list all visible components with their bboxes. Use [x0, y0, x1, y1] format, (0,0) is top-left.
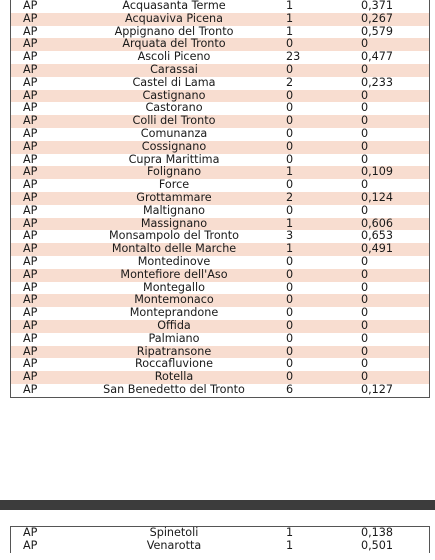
- table-row: [11, 166, 429, 179]
- rate-cell: 0: [361, 179, 369, 192]
- table-row: [11, 218, 429, 231]
- table-row: [11, 38, 429, 51]
- count-cell: 6: [286, 383, 294, 396]
- province-cell: AP: [23, 0, 38, 12]
- municipality-cell: Rotella: [154, 371, 194, 384]
- province-cell: AP: [23, 281, 38, 294]
- count-cell: 0: [286, 140, 294, 153]
- count-cell: 1: [286, 217, 294, 230]
- municipality-cell: Arquata del Tronto: [122, 38, 226, 51]
- count-cell: 0: [286, 63, 294, 76]
- count-cell: 1: [286, 243, 294, 256]
- province-cell: AP: [23, 76, 38, 89]
- count-cell: 0: [286, 332, 294, 345]
- rate-cell: 0,501: [361, 539, 394, 552]
- table-row: [11, 128, 429, 141]
- rate-cell: 0: [361, 268, 369, 281]
- count-cell: 0: [286, 281, 294, 294]
- table-row: [11, 243, 429, 256]
- province-cell: AP: [23, 102, 38, 115]
- table-row: [11, 540, 429, 553]
- municipality-cell: Castignano: [142, 89, 206, 102]
- rate-cell: 0,127: [361, 383, 394, 396]
- rate-cell: 0: [361, 319, 369, 332]
- rate-cell: 0,491: [361, 243, 394, 256]
- rate-cell: 0: [361, 63, 369, 76]
- table-row: [11, 141, 429, 154]
- count-cell: 0: [286, 102, 294, 115]
- municipality-cell: Ripatransone: [136, 345, 212, 358]
- province-cell: AP: [23, 12, 38, 25]
- rate-cell: 0,138: [361, 527, 394, 539]
- table-row: [11, 90, 429, 103]
- table-row: [11, 269, 429, 282]
- province-cell: AP: [23, 51, 38, 64]
- rate-cell: 0: [361, 102, 369, 115]
- table-row: [11, 320, 429, 333]
- rate-cell: 0,477: [361, 51, 394, 64]
- count-cell: 0: [286, 255, 294, 268]
- count-cell: 0: [286, 307, 294, 320]
- province-cell: AP: [23, 307, 38, 320]
- municipality-cell: Appignano del Tronto: [114, 25, 234, 38]
- municipality-cell: Spinetoli: [149, 527, 199, 539]
- table-row: [11, 77, 429, 90]
- table-row: [11, 256, 429, 269]
- count-cell: 0: [286, 153, 294, 166]
- province-cell: AP: [23, 319, 38, 332]
- municipality-cell: Acquasanta Terme: [122, 0, 226, 12]
- province-cell: AP: [23, 294, 38, 307]
- municipality-cell: Carassai: [150, 63, 198, 76]
- count-cell: 0: [286, 38, 294, 51]
- province-cell: AP: [23, 166, 38, 179]
- province-cell: AP: [23, 345, 38, 358]
- count-cell: 2: [286, 76, 294, 89]
- municipality-cell: Maltignano: [142, 204, 206, 217]
- province-cell: AP: [23, 179, 38, 192]
- province-cell: AP: [23, 140, 38, 153]
- province-cell: AP: [23, 527, 38, 539]
- province-cell: AP: [23, 332, 38, 345]
- table-row: [11, 307, 429, 320]
- count-cell: 1: [286, 539, 294, 552]
- rate-cell: 0,267: [361, 12, 394, 25]
- rate-cell: 0,653: [361, 230, 394, 243]
- rate-cell: 0: [361, 332, 369, 345]
- count-cell: 0: [286, 115, 294, 128]
- province-cell: AP: [23, 539, 38, 552]
- municipality-cell: Montalto delle Marche: [111, 243, 237, 256]
- municipality-cell: Roccafluvione: [135, 358, 213, 371]
- count-cell: 23: [286, 51, 301, 64]
- municipality-cell: Monteprandone: [129, 307, 219, 320]
- rate-cell: 0: [361, 38, 369, 51]
- rate-cell: 0: [361, 89, 369, 102]
- table-row: [11, 179, 429, 192]
- rate-cell: 0: [361, 255, 369, 268]
- municipality-cell: Comunanza: [140, 127, 208, 140]
- count-cell: 0: [286, 371, 294, 384]
- rate-cell: 0: [361, 345, 369, 358]
- count-cell: 0: [286, 179, 294, 192]
- table-row: [11, 51, 429, 64]
- table-row: [11, 26, 429, 39]
- province-cell: AP: [23, 38, 38, 51]
- municipality-cell: Acquaviva Picena: [124, 12, 223, 25]
- count-cell: 1: [286, 25, 294, 38]
- table-row: [11, 154, 429, 167]
- municipality-cell: Venarotta: [146, 539, 202, 552]
- municipality-cell: Force: [158, 179, 190, 192]
- municipality-cell: Monsampolo del Tronto: [109, 230, 239, 243]
- table-row: [11, 205, 429, 218]
- count-cell: 0: [286, 319, 294, 332]
- municipality-cell: Grottammare: [136, 191, 212, 204]
- count-cell: 0: [286, 89, 294, 102]
- table-top: [10, 0, 430, 398]
- count-cell: 0: [286, 204, 294, 217]
- municipality-cell: Folignano: [146, 166, 202, 179]
- rate-cell: 0,233: [361, 76, 394, 89]
- table-bottom: [10, 526, 430, 553]
- province-cell: AP: [23, 230, 38, 243]
- municipality-cell: Offida: [157, 319, 191, 332]
- count-cell: 1: [286, 166, 294, 179]
- rate-cell: 0: [361, 281, 369, 294]
- table-row: [11, 0, 429, 13]
- municipality-cell: Castorano: [145, 102, 203, 115]
- province-cell: AP: [23, 25, 38, 38]
- municipality-cell: San Benedetto del Tronto: [103, 383, 245, 396]
- table-row: [11, 346, 429, 359]
- table-row: [11, 384, 429, 397]
- rate-cell: 0,579: [361, 25, 394, 38]
- table-row: [11, 230, 429, 243]
- rate-cell: 0: [361, 127, 369, 140]
- province-cell: AP: [23, 371, 38, 384]
- province-cell: AP: [23, 358, 38, 371]
- count-cell: 1: [286, 527, 294, 539]
- table-row: [11, 358, 429, 371]
- count-cell: 3: [286, 230, 294, 243]
- table-row: [11, 294, 429, 307]
- count-cell: 0: [286, 127, 294, 140]
- table-row: [11, 192, 429, 205]
- province-cell: AP: [23, 153, 38, 166]
- count-cell: 0: [286, 268, 294, 281]
- rate-cell: 0: [361, 115, 369, 128]
- rate-cell: 0: [361, 204, 369, 217]
- count-cell: 0: [286, 294, 294, 307]
- table-row: [11, 371, 429, 384]
- municipality-cell: Cupra Marittima: [128, 153, 220, 166]
- province-cell: AP: [23, 268, 38, 281]
- province-cell: AP: [23, 204, 38, 217]
- municipality-cell: Castel di Lama: [132, 76, 216, 89]
- municipality-cell: Palmiano: [148, 332, 200, 345]
- municipality-cell: Montemonaco: [134, 294, 214, 307]
- municipality-cell: Ascoli Piceno: [137, 51, 211, 64]
- province-cell: AP: [23, 255, 38, 268]
- rate-cell: 0: [361, 294, 369, 307]
- rate-cell: 0: [361, 371, 369, 384]
- rate-cell: 0: [361, 140, 369, 153]
- rate-cell: 0,606: [361, 217, 394, 230]
- page-gap: [0, 487, 435, 500]
- province-cell: AP: [23, 217, 38, 230]
- municipality-cell: Massignano: [140, 217, 208, 230]
- rate-cell: 0: [361, 358, 369, 371]
- count-cell: 0: [286, 345, 294, 358]
- province-cell: AP: [23, 63, 38, 76]
- municipality-cell: Montegallo: [143, 281, 205, 294]
- municipality-cell: Cossignano: [141, 140, 207, 153]
- province-cell: AP: [23, 127, 38, 140]
- table-row: [11, 333, 429, 346]
- page-break-divider: [0, 500, 435, 510]
- table-row: [11, 282, 429, 295]
- count-cell: 2: [286, 191, 294, 204]
- rate-cell: 0,109: [361, 166, 394, 179]
- count-cell: 0: [286, 358, 294, 371]
- rate-cell: 0: [361, 153, 369, 166]
- province-cell: AP: [23, 383, 38, 396]
- province-cell: AP: [23, 89, 38, 102]
- municipality-cell: Montedinove: [137, 255, 211, 268]
- table-row: [11, 102, 429, 115]
- rate-cell: 0,124: [361, 191, 394, 204]
- table-row: [11, 13, 429, 26]
- table-row: [11, 115, 429, 128]
- count-cell: 1: [286, 12, 294, 25]
- rate-cell: 0,371: [361, 0, 394, 12]
- province-cell: AP: [23, 115, 38, 128]
- rate-cell: 0: [361, 307, 369, 320]
- province-cell: AP: [23, 243, 38, 256]
- municipality-cell: Colli del Tronto: [132, 115, 216, 128]
- municipality-cell: Montefiore dell'Aso: [120, 268, 228, 281]
- province-cell: AP: [23, 191, 38, 204]
- table-row: [11, 64, 429, 77]
- table-row: [11, 527, 429, 540]
- count-cell: 1: [286, 0, 294, 12]
